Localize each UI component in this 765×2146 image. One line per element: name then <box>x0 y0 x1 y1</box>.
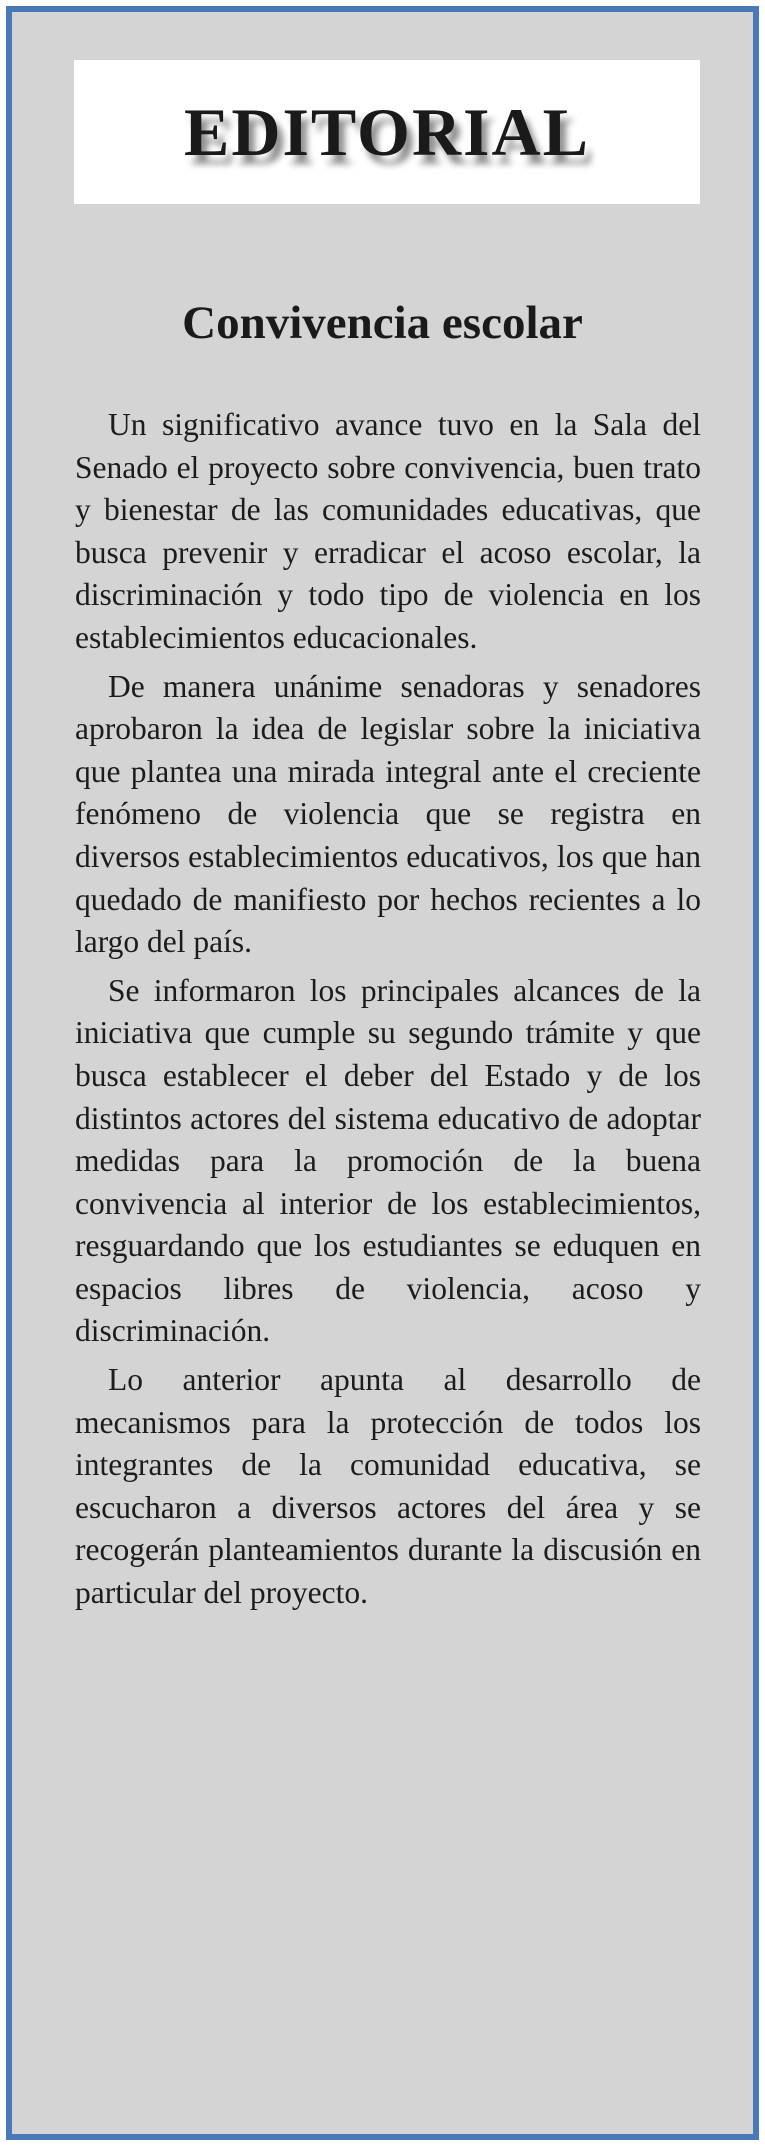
editorial-body <box>75 404 701 1621</box>
paragraph-4: Lo anterior apunta al desarrollo de mecanismos para la protección de todos los integrantes de la comunidad educativa, se escucharon a diversos actores del área y se recogerán planteamientos durante la discusión en particular del proyecto. <box>75 1362 701 1611</box>
paragraph-2: De manera unánime senadoras y senadores aprobaron la idea de legislar sobre la iniciativa que plantea una mirada integral ante el creciente fenómeno de violencia que se registra en diversos establecimientos educativos, los que han quedado de manifiesto por hechos recientes a lo largo del país. <box>75 668 701 960</box>
editorial-box <box>6 6 759 2140</box>
paragraph-3: Se informaron los principales alcances de la iniciativa que cumple su segundo trámite y que busca establecer el deber del Estado y de los distintos actores del sistema educativo de adoptar medidas para la promoción de la buena convivencia al interior de los establecimientos, resguardando que los estudiantes se eduquen en espacios libres de violencia, acoso y discriminación. <box>75 972 701 1349</box>
section-label: EDITORIAL <box>184 94 590 170</box>
masthead-banner <box>74 60 700 204</box>
paragraph-1: Un significativo avance tuvo en la Sala del Senado el proyecto sobre convivencia, buen trato y bienestar de las comunidades educativas, que busca prevenir y erradicar el acoso escolar, la discriminación y todo tipo de violencia en los establecimientos educacionales. <box>75 407 701 655</box>
editorial-headline: Convivencia escolar <box>182 297 583 349</box>
